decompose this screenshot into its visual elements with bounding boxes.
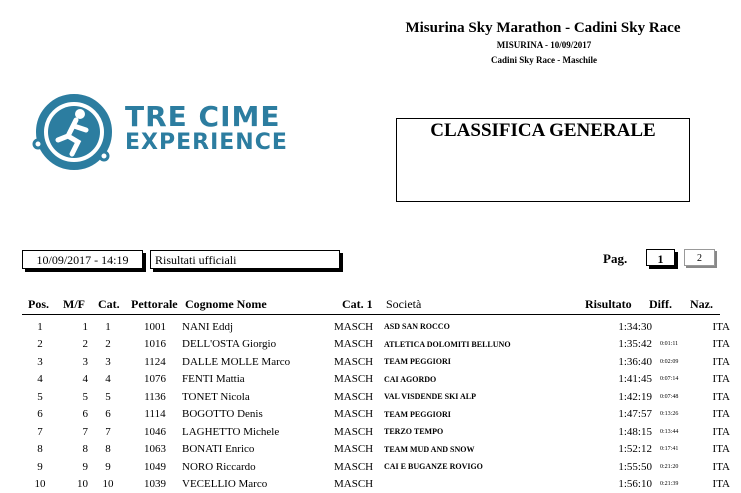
cell-cat: 9 xyxy=(88,458,128,476)
col-header-pettorale: Pettorale xyxy=(131,297,178,312)
runner-logo-icon xyxy=(32,92,122,172)
table-row xyxy=(22,458,730,476)
page-next-link[interactable]: 2 xyxy=(684,249,715,266)
col-header-naz: Naz. xyxy=(690,297,713,312)
cell-pet: 1136 xyxy=(128,388,182,406)
cell-diff: 0:21:39 xyxy=(652,476,710,493)
cell-diff: 0:21:20 xyxy=(652,458,710,476)
cell-mf: 3 xyxy=(58,353,88,371)
table-row xyxy=(22,441,730,459)
cell-pet: 1039 xyxy=(128,476,182,493)
cell-ris: 1:56:10 xyxy=(580,476,652,493)
cell-cat: 4 xyxy=(88,371,128,389)
cell-pet: 1124 xyxy=(128,353,182,371)
cell-naz: ITA xyxy=(710,388,730,406)
col-header-nome: Cognome Nome xyxy=(185,297,267,312)
cell-cat1: MASCH xyxy=(334,336,384,354)
cell-ris: 1:52:12 xyxy=(580,441,652,459)
cell-nome: TONET Nicola xyxy=(182,388,334,406)
cell-diff: 0:01:11 xyxy=(652,336,710,354)
cell-mf: 10 xyxy=(58,476,88,493)
event-race: Cadini Sky Race - Maschile xyxy=(400,55,688,65)
cell-pos: 4 xyxy=(22,371,58,389)
cell-cat1: MASCH xyxy=(334,476,384,493)
logo-text-line2: EXPERIENCE xyxy=(125,130,288,155)
cell-pos: 1 xyxy=(22,318,58,336)
cell-mf: 1 xyxy=(58,318,88,336)
cell-cat1: MASCH xyxy=(334,458,384,476)
table-row xyxy=(22,388,730,406)
cell-cat: 2 xyxy=(88,336,128,354)
cell-naz: ITA xyxy=(710,336,730,354)
cell-cat: 6 xyxy=(88,406,128,424)
cell-ris: 1:34:30 xyxy=(580,318,652,336)
cell-pet: 1046 xyxy=(128,423,182,441)
cell-soc: ATLETICA DOLOMITI BELLUNO xyxy=(384,336,580,354)
cell-ris: 1:47:57 xyxy=(580,406,652,424)
cell-soc: CAI E BUGANZE ROVIGO xyxy=(384,458,580,476)
cell-nome: VECELLIO Marco xyxy=(182,476,334,493)
cell-mf: 2 xyxy=(58,336,88,354)
cell-pet: 1049 xyxy=(128,458,182,476)
cell-mf: 8 xyxy=(58,441,88,459)
cell-pos: 7 xyxy=(22,423,58,441)
cell-pet: 1063 xyxy=(128,441,182,459)
table-row xyxy=(22,476,730,493)
cell-mf: 5 xyxy=(58,388,88,406)
cell-ris: 1:35:42 xyxy=(580,336,652,354)
cell-mf: 9 xyxy=(58,458,88,476)
table-row xyxy=(22,371,730,389)
cell-ris: 1:36:40 xyxy=(580,353,652,371)
page-current-box: 1 xyxy=(646,249,675,266)
cell-pet: 1076 xyxy=(128,371,182,389)
col-header-cat: Cat. xyxy=(98,297,120,312)
cell-pos: 2 xyxy=(22,336,58,354)
cell-cat: 8 xyxy=(88,441,128,459)
logo-text-line1: TRE CIME xyxy=(125,100,281,133)
cell-mf: 6 xyxy=(58,406,88,424)
cell-cat1: MASCH xyxy=(334,423,384,441)
cell-pos: 3 xyxy=(22,353,58,371)
cell-cat: 10 xyxy=(88,476,128,493)
cell-ris: 1:41:45 xyxy=(580,371,652,389)
cell-cat: 7 xyxy=(88,423,128,441)
cell-cat1: MASCH xyxy=(334,353,384,371)
cell-ris: 1:42:19 xyxy=(580,388,652,406)
cell-pet: 1016 xyxy=(128,336,182,354)
cell-pet: 1001 xyxy=(128,318,182,336)
cell-cat: 5 xyxy=(88,388,128,406)
cell-nome: BOGOTTO Denis xyxy=(182,406,334,424)
cell-naz: ITA xyxy=(710,318,730,336)
cell-mf: 7 xyxy=(58,423,88,441)
cell-pos: 5 xyxy=(22,388,58,406)
cell-cat1: MASCH xyxy=(334,388,384,406)
results-table xyxy=(22,318,730,493)
cell-nome: DALLE MOLLE Marco xyxy=(182,353,334,371)
cell-soc: VAL VISDENDE SKI ALP xyxy=(384,388,580,406)
cell-nome: FENTI Mattia xyxy=(182,371,334,389)
cell-cat: 3 xyxy=(88,353,128,371)
cell-nome: BONATI Enrico xyxy=(182,441,334,459)
cell-pos: 6 xyxy=(22,406,58,424)
cell-naz: ITA xyxy=(710,441,730,459)
table-row xyxy=(22,406,730,424)
cell-soc: TERZO TEMPO xyxy=(384,423,580,441)
cell-cat: 1 xyxy=(88,318,128,336)
cell-soc: TEAM PEGGIORI xyxy=(384,406,580,424)
event-title: Misurina Sky Marathon - Cadini Sky Race xyxy=(360,20,726,37)
cell-diff: 0:13:26 xyxy=(652,406,710,424)
cell-cat1: MASCH xyxy=(334,406,384,424)
cell-pet: 1114 xyxy=(128,406,182,424)
cell-nome: NORO Riccardo xyxy=(182,458,334,476)
col-header-societa: Società xyxy=(386,297,421,312)
cell-naz: ITA xyxy=(710,458,730,476)
header-divider xyxy=(22,314,720,315)
cell-diff: 0:13:44 xyxy=(652,423,710,441)
table-row xyxy=(22,423,730,441)
cell-naz: ITA xyxy=(710,476,730,493)
cell-ris: 1:48:15 xyxy=(580,423,652,441)
cell-ris: 1:55:50 xyxy=(580,458,652,476)
page-label: Pag. xyxy=(603,251,627,267)
col-header-mf: M/F xyxy=(63,297,85,312)
cell-naz: ITA xyxy=(710,423,730,441)
cell-mf: 4 xyxy=(58,371,88,389)
cell-naz: ITA xyxy=(710,406,730,424)
table-row xyxy=(22,336,730,354)
cell-pos: 8 xyxy=(22,441,58,459)
cell-diff: 0:07:48 xyxy=(652,388,710,406)
col-header-diff: Diff. xyxy=(649,297,672,312)
cell-soc xyxy=(384,476,580,493)
cell-diff xyxy=(652,318,710,336)
cell-nome: DELL'OSTA Giorgio xyxy=(182,336,334,354)
cell-cat1: MASCH xyxy=(334,318,384,336)
cell-soc: TEAM MUD AND SNOW xyxy=(384,441,580,459)
col-header-pos: Pos. xyxy=(28,297,49,312)
cell-diff: 0:02:09 xyxy=(652,353,710,371)
cell-pos: 9 xyxy=(22,458,58,476)
event-subtitle: MISURINA - 10/09/2017 xyxy=(400,40,688,50)
cell-diff: 0:17:41 xyxy=(652,441,710,459)
cell-pos: 10 xyxy=(22,476,58,493)
cell-nome: LAGHETTO Michele xyxy=(182,423,334,441)
datetime-box: 10/09/2017 - 14:19 xyxy=(22,250,143,269)
cell-naz: ITA xyxy=(710,371,730,389)
cell-soc: ASD SAN ROCCO xyxy=(384,318,580,336)
table-row xyxy=(22,353,730,371)
col-header-cat1: Cat. 1 xyxy=(342,297,373,312)
cell-cat1: MASCH xyxy=(334,371,384,389)
cell-nome: NANI Eddj xyxy=(182,318,334,336)
table-row xyxy=(22,318,730,336)
cell-naz: ITA xyxy=(710,353,730,371)
cell-soc: CAI AGORDO xyxy=(384,371,580,389)
status-box: Risultati ufficiali xyxy=(150,250,340,269)
cell-soc: TEAM PEGGIORI xyxy=(384,353,580,371)
cell-cat1: MASCH xyxy=(334,441,384,459)
cell-diff: 0:07:14 xyxy=(652,371,710,389)
col-header-risultato: Risultato xyxy=(585,297,632,312)
classifica-title: CLASSIFICA GENERALE xyxy=(396,120,690,142)
